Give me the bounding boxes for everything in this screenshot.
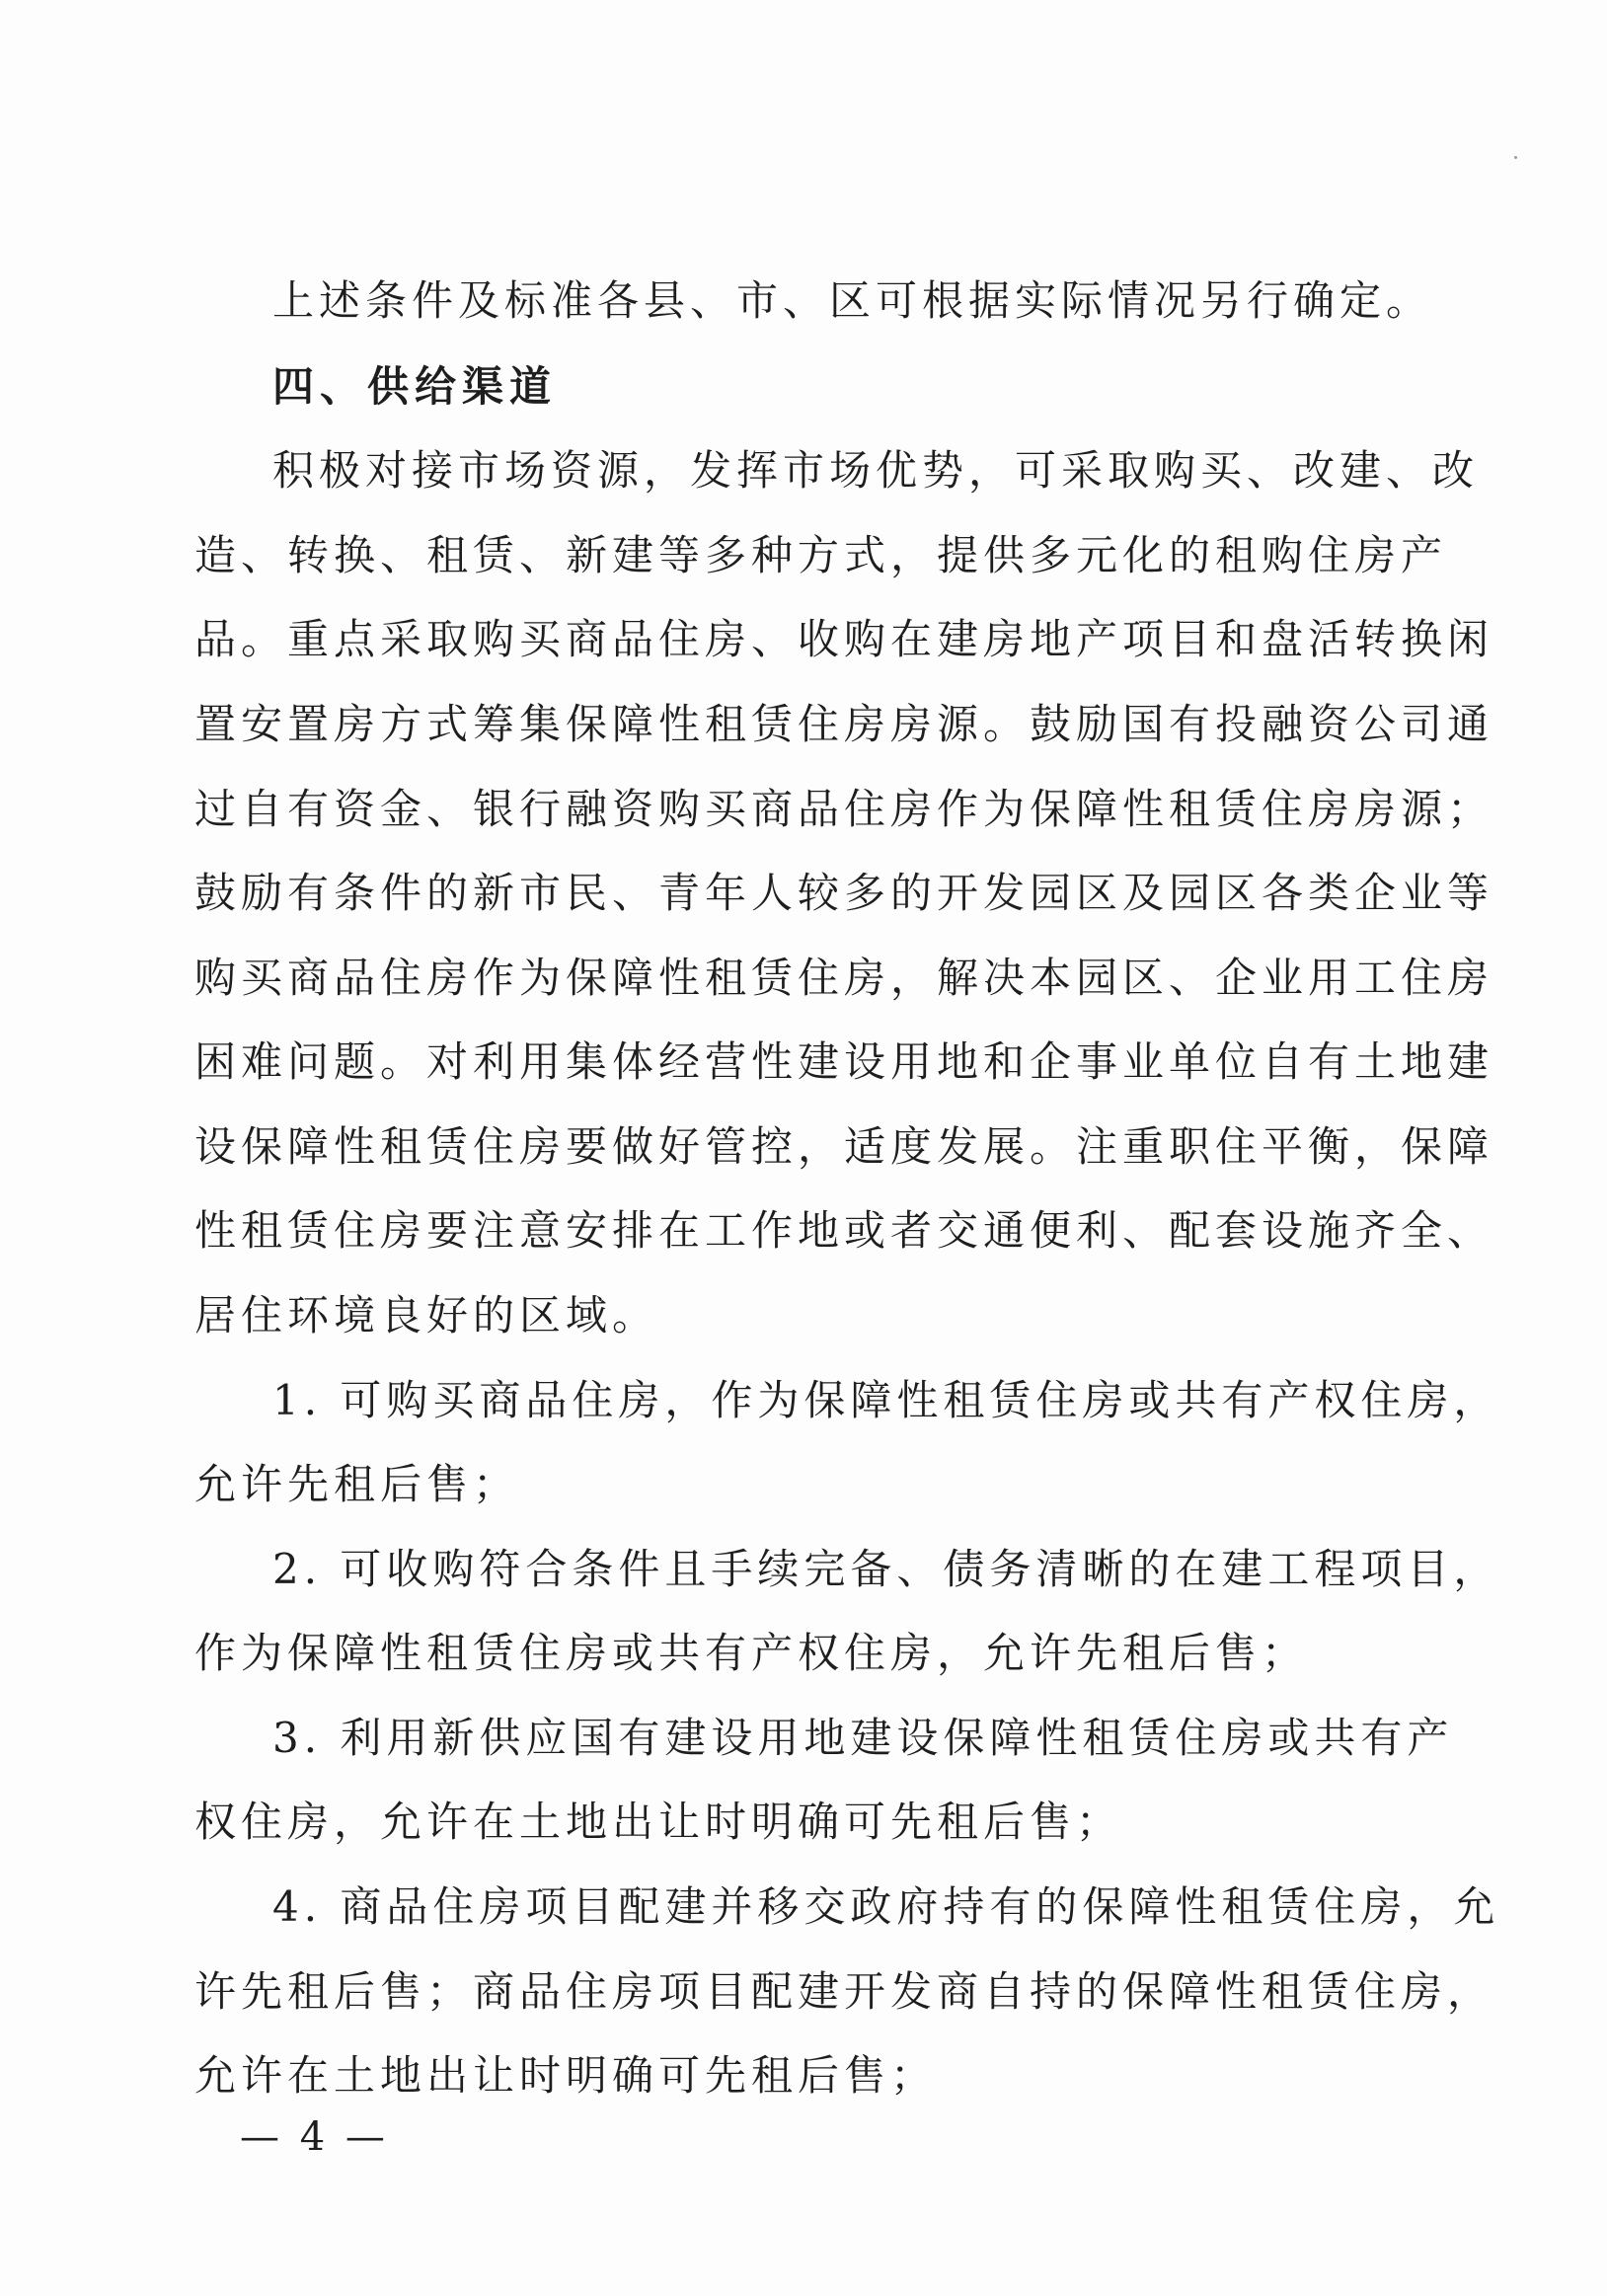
page-number: — 4 — — [240, 2114, 389, 2160]
intro-line: 上述条件及标准各县、市、区可根据实际情况另行确定。 — [272, 276, 1433, 325]
list-item-line: 权住房，允许在土地出让时明确可先租后售； — [194, 1798, 1123, 1846]
list-item-line: 1. 可购买商品住房，作为保障性租赁住房或共有产权住房， — [272, 1376, 1500, 1424]
paragraph-line: 过自有资金、银行融资购买商品住房作为保障性租赁住房房源； — [194, 785, 1494, 833]
list-item-line: 3. 利用新供应国有建设用地建设保障性租赁住房或共有产 — [272, 1714, 1454, 1762]
paragraph-line: 购买商品住房作为保障性租赁住房，解决本园区、企业用工住房 — [194, 954, 1494, 1002]
paragraph-line: 积极对接市场资源，发挥市场优势，可采取购买、改建、改 — [272, 446, 1480, 495]
list-item-line: 作为保障性租赁住房或共有产权住房，允许先租后售； — [194, 1629, 1309, 1677]
paragraph-line: 设保障性租赁住房要做好管控，适度发展。注重职住平衡，保障 — [194, 1122, 1494, 1171]
list-item-line: 4. 商品住房项目配建并移交政府持有的保障性租赁住房，允 — [272, 1882, 1500, 1931]
paragraph-line: 居住环境良好的区域。 — [194, 1291, 659, 1339]
paragraph-line: 造、转换、租赁、新建等多种方式，提供多元化的租购住房产 — [194, 531, 1448, 579]
paragraph-line: 性租赁住房要注意安排在工作地或者交通便利、配套设施齐全、 — [194, 1206, 1494, 1255]
section-heading: 四、供给渠道 — [272, 362, 558, 411]
list-item-line: 允许在土地出让时明确可先租后售； — [194, 2051, 938, 2100]
list-item-line: 2. 可收购符合条件且手续完备、债务清晰的在建工程项目， — [272, 1545, 1500, 1593]
list-item-line: 许先租后售；商品住房项目配建开发商自持的保障性租赁住房， — [194, 1967, 1494, 2016]
paragraph-line: 鼓励有条件的新市民、青年人较多的开发园区及园区各类企业等 — [194, 869, 1494, 917]
paragraph-line: 困难问题。对利用集体经营性建设用地和企事业单位自有土地建 — [194, 1037, 1494, 1086]
paragraph-line: 置安置房方式筹集保障性租赁住房房源。鼓励国有投融资公司通 — [194, 700, 1494, 748]
scan-speck — [1514, 156, 1517, 159]
list-item-line: 允许先租后售； — [194, 1460, 520, 1508]
paragraph-line: 品。重点采取购买商品住房、收购在建房地产项目和盘活转换闲 — [194, 615, 1494, 663]
